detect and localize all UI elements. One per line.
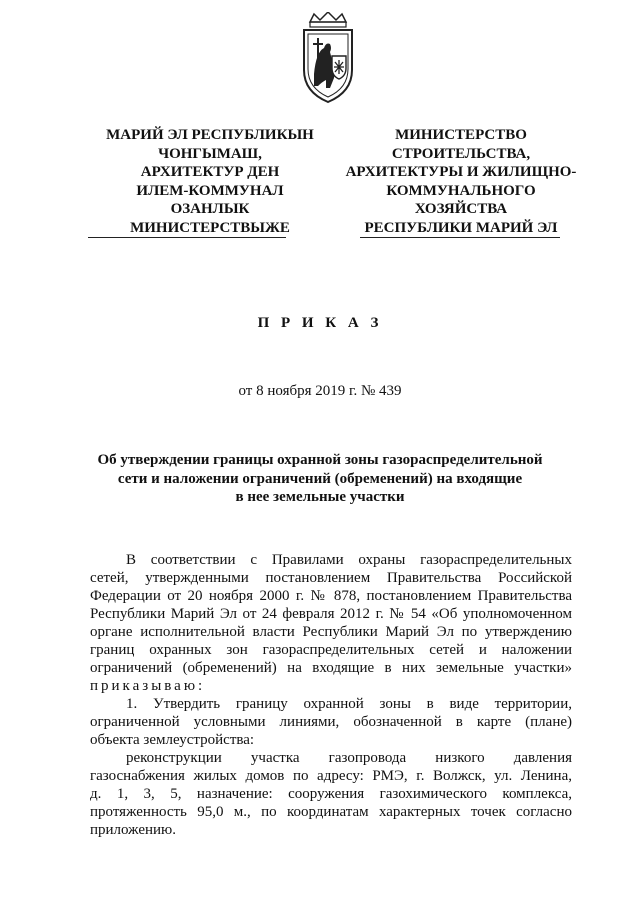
ministry-line: КОММУНАЛЬНОГО [386,182,536,199]
ministry-line: АРХИТЕКТУРЫ И ЖИЛИЩНО- [345,164,577,180]
body-line: д. 1, 3, 5, назначение: сооружения газохимического комплекса, [90,786,572,802]
body-line: реконструкции участка газопровода низкого давления [126,750,572,766]
ministry-line: МАРИЙ ЭЛ РЕСПУБЛИКЫН [106,127,314,143]
ministry-line: АРХИТЕКТУР ДЕН [140,164,280,180]
subject-line: в нее земельные участки [235,489,405,505]
ministry-line: МИНИСТЕРСТВО [395,127,527,143]
body-line: Федерации от 20 ноября 2000 г. № 878, постановлением Правительства [90,588,572,604]
body-line: 1. Утвердить границу охранной зоны в виде территории, [126,696,572,712]
body-line: В соответствии с Правилами охраны газораспределительных [126,552,572,568]
body-line: газоснабжения жилых домов по адресу: РМЭ, г. Волжск, ул. Ленина, [90,768,572,784]
document-body [90,551,572,839]
document-subject [90,451,550,507]
body-line: ограничений (обременений) на входящие в них земельные участки» [90,660,572,676]
body-line: сетей, утвержденными постановлением Правительства Российской [90,570,572,586]
ministry-line: РЕСПУБЛИКИ МАРИЙ ЭЛ [364,219,558,236]
header-underline-right [360,237,560,238]
body-line: ограниченной условными линиями, обозначенной в карте (плане) [90,714,572,730]
ministry-line: ЧОНГЫМАШ, [158,145,262,162]
coat-of-arms-icon [296,12,360,104]
body-line: приложению. [90,822,177,838]
body-line: протяженность 95,0 м., по координатам характерных точек согласно [90,804,572,820]
document-date-number: от 8 ноября 2019 г. № 439 [238,383,402,399]
document-title: П Р И К А З [257,315,383,331]
body-line: границ охранных зон газораспределительных сетей и наложении [90,642,572,658]
header-underline-left [88,237,286,238]
subject-line: сети и наложении ограничений (обременений) на входящие [117,470,523,487]
ministry-line: МИНИСТЕРСТВЫЖЕ [130,219,290,236]
ministry-line: СТРОИТЕЛЬСТВА, [391,145,531,162]
body-line: Республики Марий Эл от 24 февраля 2012 г. № 54 «Об уполномоченном [90,606,572,622]
ministry-line: ИЛЕМ-КОММУНАЛ [136,182,284,199]
ministry-line: ХОЗЯЙСТВА [414,201,508,217]
ministry-line: ОЗАНЛЫК [170,201,250,217]
orders-word: приказываю: [90,678,206,694]
body-line: объекта землеустройства: [90,732,255,748]
ministry-name-mari [90,126,330,237]
ministry-name-russian [330,126,592,237]
body-line: органе исполнительной власти Республики Марий Эл по утверждению [90,624,572,640]
subject-line: Об утверждении границы охранной зоны газораспределительной [97,452,543,468]
